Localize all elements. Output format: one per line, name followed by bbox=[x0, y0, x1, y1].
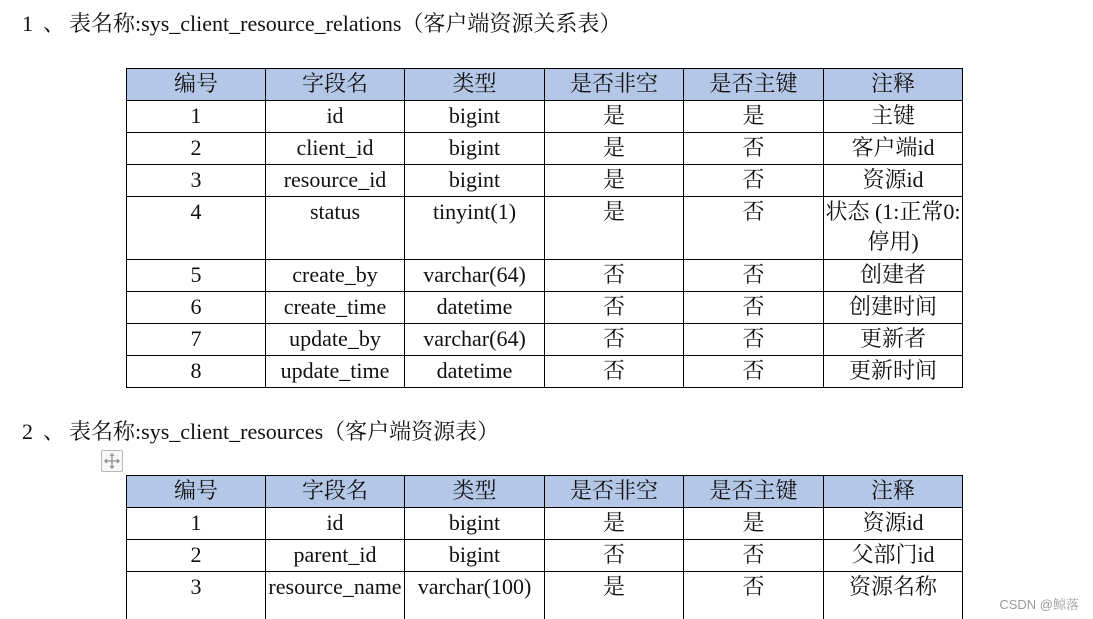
section-1-separator: 、 bbox=[43, 11, 66, 36]
cell-type: varchar(64) bbox=[405, 324, 545, 356]
cell-not-null: 否 bbox=[545, 324, 684, 356]
cell-number: 7 bbox=[127, 324, 266, 356]
cell-not-null: 否 bbox=[545, 292, 684, 324]
cell-primary-key: 否 bbox=[684, 197, 824, 260]
section-1-heading bbox=[22, 10, 621, 38]
cell-type: datetime bbox=[405, 356, 545, 388]
header-not-null: 是否非空 bbox=[545, 69, 684, 101]
cell-field-name: status bbox=[266, 197, 405, 260]
cell-number: 2 bbox=[127, 540, 266, 572]
cell-comment: 资源id bbox=[824, 508, 963, 540]
cell-not-null: 否 bbox=[545, 356, 684, 388]
header-number: 编号 bbox=[127, 476, 266, 508]
table-row bbox=[127, 324, 963, 356]
cell-type: tinyint(1) bbox=[405, 197, 545, 260]
section-2-separator: 、 bbox=[43, 419, 66, 444]
table-row bbox=[127, 292, 963, 324]
cell-comment: 更新时间 bbox=[824, 356, 963, 388]
cell-comment: 资源名称 bbox=[824, 572, 963, 619]
cell-comment: 更新者 bbox=[824, 324, 963, 356]
section-2-title: 表名称:sys_client_resources（客户端资源表） bbox=[69, 419, 500, 444]
header-type: 类型 bbox=[405, 69, 545, 101]
cell-number: 3 bbox=[127, 165, 266, 197]
cell-field-name: create_by bbox=[266, 260, 405, 292]
header-field-name: 字段名 bbox=[266, 476, 405, 508]
cell-not-null: 是 bbox=[545, 572, 684, 619]
section-2-number: 2 bbox=[22, 419, 33, 444]
cell-type: datetime bbox=[405, 292, 545, 324]
cell-primary-key: 否 bbox=[684, 133, 824, 165]
cell-number: 6 bbox=[127, 292, 266, 324]
header-comment: 注释 bbox=[824, 69, 963, 101]
cell-comment: 状态 (1:正常0:停用) bbox=[824, 197, 963, 260]
cell-not-null: 否 bbox=[545, 540, 684, 572]
cell-comment: 客户端id bbox=[824, 133, 963, 165]
header-number: 编号 bbox=[127, 69, 266, 101]
cell-number: 5 bbox=[127, 260, 266, 292]
cell-type: bigint bbox=[405, 133, 545, 165]
table-row bbox=[127, 260, 963, 292]
cell-type: bigint bbox=[405, 508, 545, 540]
table-row bbox=[127, 165, 963, 197]
table-row bbox=[127, 133, 963, 165]
table-row bbox=[127, 101, 963, 133]
cell-primary-key: 否 bbox=[684, 324, 824, 356]
cell-comment: 资源id bbox=[824, 165, 963, 197]
header-primary-key: 是否主键 bbox=[684, 69, 824, 101]
cell-primary-key: 是 bbox=[684, 101, 824, 133]
cell-number: 8 bbox=[127, 356, 266, 388]
table-row bbox=[127, 356, 963, 388]
cell-not-null: 是 bbox=[545, 508, 684, 540]
cell-type: bigint bbox=[405, 101, 545, 133]
table-row bbox=[127, 197, 963, 260]
cell-not-null: 是 bbox=[545, 165, 684, 197]
cell-not-null: 是 bbox=[545, 101, 684, 133]
header-type: 类型 bbox=[405, 476, 545, 508]
cell-field-name: id bbox=[266, 101, 405, 133]
cell-field-name: create_time bbox=[266, 292, 405, 324]
cell-type: bigint bbox=[405, 165, 545, 197]
cell-number: 1 bbox=[127, 508, 266, 540]
cell-primary-key: 否 bbox=[684, 572, 824, 619]
cell-comment: 父部门id bbox=[824, 540, 963, 572]
cell-not-null: 是 bbox=[545, 197, 684, 260]
cell-field-name: parent_id bbox=[266, 540, 405, 572]
header-primary-key: 是否主键 bbox=[684, 476, 824, 508]
cell-primary-key: 否 bbox=[684, 540, 824, 572]
cell-field-name: update_by bbox=[266, 324, 405, 356]
cell-primary-key: 否 bbox=[684, 356, 824, 388]
cell-not-null: 是 bbox=[545, 133, 684, 165]
cell-field-name: update_time bbox=[266, 356, 405, 388]
cell-type: bigint bbox=[405, 540, 545, 572]
table-client-resources bbox=[126, 475, 963, 619]
cell-not-null: 否 bbox=[545, 260, 684, 292]
cell-field-name: resource_id bbox=[266, 165, 405, 197]
table-header-row bbox=[127, 476, 963, 508]
cell-type: varchar(100) bbox=[405, 572, 545, 619]
table-row bbox=[127, 508, 963, 540]
cell-number: 3 bbox=[127, 572, 266, 619]
cell-number: 4 bbox=[127, 197, 266, 260]
csdn-watermark: CSDN @鲸落 bbox=[999, 597, 1079, 612]
cell-field-name: client_id bbox=[266, 133, 405, 165]
section-2-heading bbox=[22, 418, 499, 446]
cell-primary-key: 否 bbox=[684, 292, 824, 324]
table-header-row bbox=[127, 69, 963, 101]
section-1-title: 表名称:sys_client_resource_relations（客户端资源关系表） bbox=[69, 11, 622, 36]
cell-primary-key: 否 bbox=[684, 260, 824, 292]
move-arrows-icon[interactable] bbox=[101, 450, 123, 472]
cell-number: 1 bbox=[127, 101, 266, 133]
section-1-number: 1 bbox=[22, 11, 33, 36]
table-row bbox=[127, 572, 963, 619]
cell-primary-key: 否 bbox=[684, 165, 824, 197]
header-comment: 注释 bbox=[824, 476, 963, 508]
cell-field-name: id bbox=[266, 508, 405, 540]
table-client-resource-relations bbox=[126, 68, 963, 388]
cell-comment: 创建者 bbox=[824, 260, 963, 292]
cell-comment: 主键 bbox=[824, 101, 963, 133]
table-row bbox=[127, 540, 963, 572]
cell-number: 2 bbox=[127, 133, 266, 165]
cell-field-name: resource_name bbox=[266, 572, 405, 619]
cell-primary-key: 是 bbox=[684, 508, 824, 540]
cell-type: varchar(64) bbox=[405, 260, 545, 292]
cell-comment: 创建时间 bbox=[824, 292, 963, 324]
header-field-name: 字段名 bbox=[266, 69, 405, 101]
header-not-null: 是否非空 bbox=[545, 476, 684, 508]
